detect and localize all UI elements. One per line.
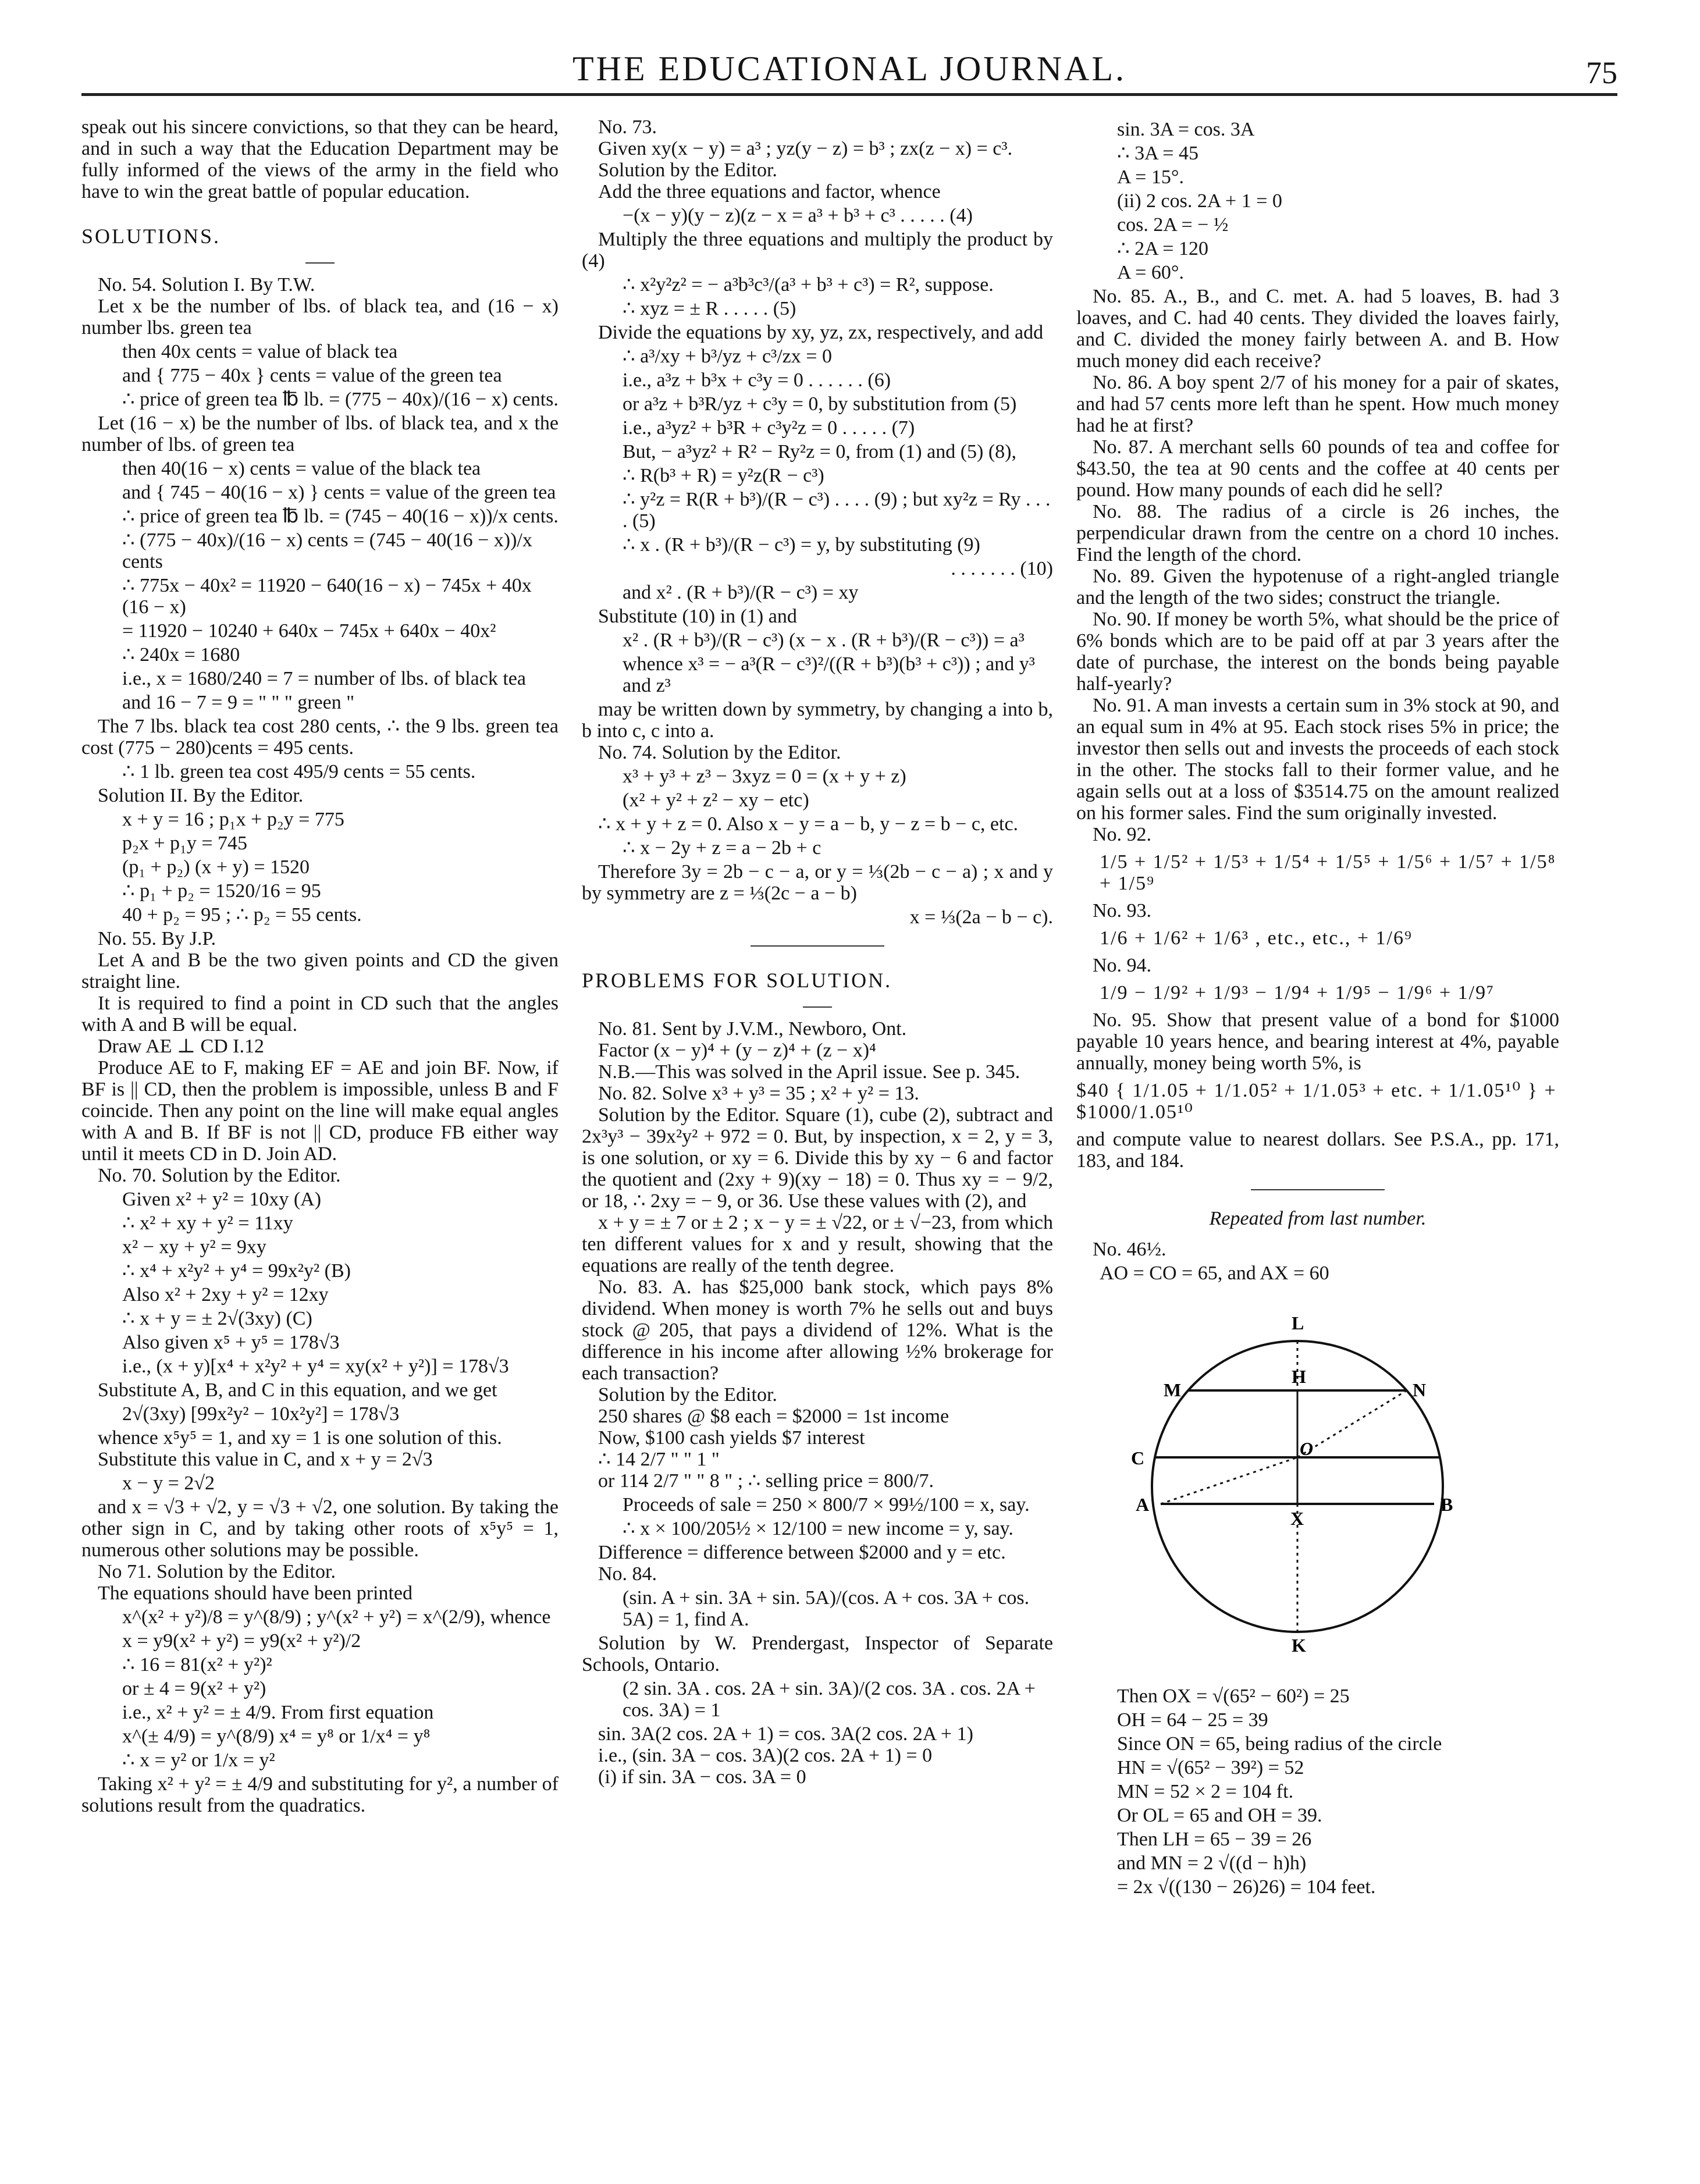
no54-line: then 40(16 − x) cents = value of the black tea <box>122 458 481 479</box>
no46-equation: MN = 52 × 2 = 104 ft. <box>1117 1781 1294 1802</box>
no74-title: No. 74. Solution by the Editor. <box>598 742 841 763</box>
no46-equation: Or OL = 65 and OH = 39. <box>1117 1805 1322 1826</box>
intro-text: speak out his sincere convictions, so that they can be heard, and in such a way that the Education Department may be fully informed of the views of the army in the field who have to win the great battle of popular education. <box>81 116 559 202</box>
no73-equation: ∴ R(b³ + R) = y²z(R − c³) <box>623 465 824 486</box>
no73-equation: x² . (R + b³)/(R − c³) (x − x . (R + b³)/(R − c³)) = a³ <box>623 629 1025 651</box>
no54-text: Let (16 − x) be the number of lbs. of black tea, and x the number of lbs. of green tea <box>81 412 559 456</box>
no73-equation: or a³z + b³R/yz + c³y = 0, by substitution from (5) <box>623 393 1017 415</box>
no70-equation: ∴ x⁴ + x²y² + y⁴ = 99x²y² (B) <box>122 1260 351 1282</box>
no71-equation: i.e., x² + y² = ± 4/9. From first equation <box>122 1702 434 1723</box>
no54-equation: ∴ 1 lb. green tea cost 495/9 cents = 55 cents. <box>122 761 476 782</box>
no73-equation: i.e., a³yz² + b³R + c³y²z = 0 . . . . . (7) <box>623 417 915 439</box>
no55-text: Produce AE to F, making EF = AE and join BF. Now, if BF is || CD, then the problem is impossible, unless B and F coincide. Then any point on the line will make equal angles with A and B. If BF is not || CD, produce FB either way until it meets CD in D. Join AD. <box>81 1057 559 1165</box>
problems-heading: PROBLEMS FOR SOLUTION. <box>582 969 892 992</box>
no84-continued: ∴ 3A = 45 <box>1117 143 1198 164</box>
column-2 <box>582 116 1053 1788</box>
no46-equation: Then LH = 65 − 39 = 26 <box>1117 1829 1312 1850</box>
no54-equation: ∴ 775x − 40x² = 11920 − 640(16 − x) − 745x + 40x (16 − x) <box>122 575 532 618</box>
section-divider <box>1251 1189 1385 1190</box>
no55-line: Draw AE ⊥ CD I.12 <box>98 1036 264 1057</box>
no70-equation: Given x² + y² = 10xy (A) <box>122 1189 322 1210</box>
no46-equation: Then OX = √(65² − 60²) = 25 <box>1117 1685 1350 1707</box>
no73-line: Solution by the Editor. <box>598 159 777 181</box>
no54-equation: ∴ price of green tea ℔ lb. = (745 − 40(16 − x))/x cents. <box>122 506 559 527</box>
no74-text: ∴ x + y + z = 0. Also x − y = a − b, y − z = b − c, etc. <box>598 813 1019 835</box>
no70-equation: x² − xy + y² = 9xy <box>122 1236 266 1258</box>
no83-line: Difference = difference between $2000 and y = etc. <box>598 1542 1006 1563</box>
no81-line: Factor (x − y)⁴ + (y − z)⁴ + (z − x)⁴ <box>598 1040 876 1061</box>
no54-equation: (p₁ + p₂) (x + y) = 1520 <box>122 856 310 878</box>
no71-title: No 71. Solution by the Editor. <box>98 1561 336 1582</box>
no83-line: 250 shares @ $8 each = $2000 = 1st income <box>598 1406 949 1427</box>
no54-line: and { 745 − 40(16 − x) } cents = value of the green tea <box>122 482 556 503</box>
no73-equation: ∴ x . (R + b³)/(R − c³) = y, by substituting (9) <box>623 534 980 556</box>
no73-text: Divide the equations by xy, yz, zx, respectively, and add <box>598 322 1044 343</box>
divider <box>305 262 335 264</box>
no73-text: may be written down by symmetry, by changing a into b, b into c, c into a. <box>582 699 1053 742</box>
no91-text: No. 91. A man invests a certain sum in 3% stock at 90, and an equal sum in 4% at 95. Each stock rises 5% in price; the investor then sells out and invests the proceeds of each stock in the other. The stocks fall to their former value, and he again sells out at a loss of $3514.75 on the amount realized on his former sales. Find the sum originally invested. <box>1076 695 1559 824</box>
no71-text: The equations should have been printed <box>98 1582 413 1604</box>
no54-text: Let x be the number of lbs. of black tea, and (16 − x) number lbs. green tea <box>81 296 559 339</box>
no82-text: x + y = ± 7 or ± 2 ; x − y = ± √22, or ± √−23, from which ten different values for x and y result, showing that the equations are really of the tenth degree. <box>582 1212 1053 1276</box>
no54-equation: and 16 − 7 = 9 = " " " green " <box>122 692 355 713</box>
no74-text: Therefore 3y = 2b − c − a, or y = ⅓(2b − c − a) ; x and y by symmetry are z = ⅓(2c − a − b) <box>582 861 1053 904</box>
no83-line: Solution by the Editor. <box>598 1384 777 1406</box>
no81-title: No. 81. Sent by J.V.M., Newboro, Ont. <box>598 1018 907 1040</box>
no46-equation: = 2x √((130 − 26)26) = 104 feet. <box>1117 1876 1376 1898</box>
no93-series: 1/6 + 1/6² + 1/6³ , etc., etc., + 1/6⁹ <box>1100 927 1413 949</box>
no46-equation: and MN = 2 √((d − h)h) <box>1117 1852 1307 1874</box>
segment-on <box>1297 1390 1407 1457</box>
no84-text: Solution by W. Prendergast, Inspector of Separate Schools, Ontario. <box>582 1632 1053 1676</box>
column-1 <box>81 116 559 1816</box>
no74-equation: (x² + y² + z² − xy − etc) <box>623 789 809 811</box>
no84-continued: sin. 3A = cos. 3A <box>1117 119 1255 140</box>
no84-equation: i.e., (sin. 3A − cos. 3A)(2 cos. 2A + 1) = 0 <box>598 1745 933 1766</box>
no73-equation: and x² . (R + b³)/(R − c³) = xy <box>623 582 859 603</box>
no84-title: No. 84. <box>598 1563 657 1585</box>
no73-equation: i.e., a³z + b³x + c³y = 0 . . . . . . (6) <box>623 369 891 391</box>
no55-text: It is required to find a point in CD such that the angles with A and B will be equal. <box>81 993 559 1036</box>
no92-series: 1/5 + 1/5² + 1/5³ + 1/5⁴ + 1/5⁵ + 1/5⁶ + 1/5⁷ + 1/5⁸ + 1/5⁹ <box>1100 851 1556 894</box>
no70-title: No. 70. Solution by the Editor. <box>98 1165 341 1186</box>
label-c: C <box>1131 1447 1145 1468</box>
no84-equation: (2 sin. 3A . cos. 2A + sin. 3A)/(2 cos. 3A . cos. 2A + cos. 3A) = 1 <box>623 1678 1036 1721</box>
no71-equation: x = y9(x² + y²) = y9(x² + y²)/2 <box>122 1630 361 1652</box>
no73-line: Substitute (10) in (1) and <box>598 606 797 627</box>
no89-text: No. 89. Given the hypotenuse of a right-angled triangle and the length of the two sides; construct the triangle. <box>1076 565 1559 609</box>
column-3 <box>1076 116 1559 1900</box>
no86-text: No. 86. A boy spent 2/7 of his money for a pair of skates, and had 57 cents more left than he spent. How much money had he at first? <box>1076 372 1559 436</box>
no70-text: Substitute A, B, and C in this equation, and we get <box>98 1379 497 1401</box>
no73-equation-ref: . . . . . . . (10) <box>951 558 1053 579</box>
no93-title: No. 93. <box>1093 900 1152 922</box>
solutions-heading: SOLUTIONS. <box>81 225 221 248</box>
no82-text: Solution by the Editor. Square (1), cube (2), subtract and 2x³y³ − 39x²y² + 972 = 0. But, by inspection, x = 2, y = 3, is one solution, or xy = 6. Divide this by xy − 6 and factor the quotient and (2xy + 9)(xy − 18) = 0. Thus xy = − 9/2, or 18, ∴ 2xy = − 9, or 36. Use these values with (2), and <box>582 1104 1053 1212</box>
no71-equation: ∴ x = y² or 1/x = y² <box>122 1749 275 1771</box>
no84-equation: sin. 3A(2 cos. 2A + 1) = cos. 3A(2 cos. 2A + 1) <box>598 1723 973 1745</box>
no54-equation: ∴ (775 − 40x)/(16 − x) cents = (745 − 40(16 − x))/x cents <box>122 529 532 572</box>
no94-series: 1/9 − 1/9² + 1/9³ − 1/9⁴ + 1/9⁵ − 1/9⁶ + 1/9⁷ <box>1100 982 1495 1004</box>
no81-text: N.B.—This was solved in the April issue. See p. 345. <box>598 1061 1020 1083</box>
no46-title: No. 46½. <box>1093 1239 1166 1260</box>
no73-equation: −(x − y)(y − z)(z − x = a³ + b³ + c³ . . . . . (4) <box>623 205 973 226</box>
no73-text: Multiply the three equations and multiply the product by (4) <box>582 229 1053 272</box>
label-a: A <box>1136 1494 1150 1515</box>
no88-text: No. 88. The radius of a circle is 26 inches, the perpendicular drawn from the centre on a chord 10 inches. Find the length of the chord. <box>1076 501 1559 565</box>
no83-line: ∴ 14 2/7 " " 1 " <box>598 1449 720 1470</box>
no73-equation: ∴ xyz = ± R . . . . . (5) <box>623 298 796 319</box>
no70-text: and x = √3 + √2, y = √3 + √2, one solution. By taking the other sign in C, and by taking other roots of x⁵y⁵ = 1, numerous other solutions may be possible. <box>81 1496 559 1561</box>
no73-line: Add the three equations and factor, whence <box>598 181 941 202</box>
no84-continued: ∴ 2A = 120 <box>1117 238 1208 259</box>
label-b: B <box>1441 1494 1453 1515</box>
no84-continued: A = 15°. <box>1117 166 1184 188</box>
no46-equation: HN = √(65² − 39²) = 52 <box>1117 1757 1304 1778</box>
no74-equation: x = ⅓(2a − b − c). <box>909 906 1053 928</box>
no70-equation: Also given x⁵ + y⁵ = 178√3 <box>122 1332 340 1353</box>
no54-text: The 7 lbs. black tea cost 280 cents, ∴ the 9 lbs. green tea cost (775 − 280)cents = 495 cents. <box>81 716 559 759</box>
no70-equation: ∴ x² + xy + y² = 11xy <box>122 1212 293 1234</box>
no46-given: AO = CO = 65, and AX = 60 <box>1100 1262 1329 1284</box>
label-n: N <box>1413 1379 1427 1400</box>
no54-equation: p₂x + p₁y = 745 <box>122 833 248 854</box>
page-number: 75 <box>1586 55 1617 90</box>
no70-equation: Also x² + 2xy + y² = 12xy <box>122 1284 329 1306</box>
no92-title: No. 92. <box>1093 824 1152 845</box>
no55-title: No. 55. By J.P. <box>98 928 216 949</box>
no54-equation: ∴ price of green tea ℔ lb. = (775 − 40x)/(16 − x) cents. <box>122 389 559 410</box>
no71-equation: or ± 4 = 9(x² + y²) <box>122 1678 266 1699</box>
no55-text: Let A and B be the two given points and CD the given straight line. <box>81 949 559 993</box>
no71-equation: x^(± 4/9) = y^(8/9) x⁴ = y⁸ or 1/x⁴ = y⁸ <box>122 1726 431 1747</box>
no54-solution-2: Solution II. By the Editor. <box>98 785 304 806</box>
no74-equation: x³ + y³ + z³ − 3xyz = 0 = (x + y + z) <box>623 766 906 787</box>
no85-text: No. 85. A., B., and C. met. A. had 5 loaves, B. had 3 loaves, and C. had 40 cents. They divided the loaves fairly, and C. divided the money fairly between A. and B. How much money did each receive? <box>1076 286 1559 372</box>
no70-text: whence x⁵y⁵ = 1, and xy = 1 is one solution of this. <box>98 1427 502 1449</box>
no84-continued: cos. 2A = − ½ <box>1117 214 1229 236</box>
no54-equation: 40 + p₂ = 95 ; ∴ p₂ = 55 cents. <box>122 904 362 926</box>
no73-equation: ∴ y²z = R(R + b³)/(R − c³) . . . . (9) ; but xy²z = Ry . . . . (5) <box>623 489 1051 532</box>
no84-continued: (ii) 2 cos. 2A + 1 = 0 <box>1117 190 1282 212</box>
no83-text: No. 83. A. has $25,000 bank stock, which pays 8% dividend. When money is worth 7% he sells out and buys stock @ 205, that pays a dividend of 12%. What is the difference in his income after allowing ½% brokerage for each transaction? <box>582 1276 1053 1384</box>
no95-equation: $40 { 1/1.05 + 1/1.05² + 1/1.05³ + etc. + 1/1.05¹⁰ } + $1000/1.05¹⁰ <box>1076 1080 1557 1123</box>
no84-continued: A = 60°. <box>1117 262 1184 283</box>
no84-equation: (i) if sin. 3A − cos. 3A = 0 <box>598 1766 806 1788</box>
no87-text: No. 87. A merchant sells 60 pounds of tea and coffee for $43.50, the tea at 90 cents and the coffee at 40 cents per pound. How many pounds of each did he sell? <box>1076 436 1559 501</box>
no46-equation: Since ON = 65, being radius of the circle <box>1117 1733 1442 1755</box>
no46-equation: OH = 64 − 25 = 39 <box>1117 1709 1268 1731</box>
no73-equation: ∴ x²y²z² = − a³b³c³/(a³ + b³ + c³) = R², suppose. <box>623 274 994 296</box>
no95-text: No. 95. Show that present value of a bond for $1000 payable 10 years hence, and bearing interest at 4%, payable annually, money being worth 5%, is <box>1076 1009 1559 1074</box>
label-x: X <box>1290 1508 1304 1529</box>
label-m: M <box>1164 1379 1182 1400</box>
no82-title: No. 82. Solve x³ + y³ = 35 ; x² + y² = 13. <box>598 1083 919 1104</box>
no94-title: No. 94. <box>1093 955 1152 976</box>
segment-ao <box>1161 1457 1297 1504</box>
no54-line: then 40x cents = value of black tea <box>122 341 398 362</box>
label-o: O <box>1300 1438 1314 1459</box>
no95-text: and compute value to nearest dollars. See P.S.A., pp. 171, 183, and 184. <box>1076 1129 1559 1172</box>
no73-equation: whence x³ = − a³(R − c³)²/((R + b³)(b³ + c³)) ; and y³ and z³ <box>623 653 1035 696</box>
no54-equation: x + y = 16 ; p₁x + p₂y = 775 <box>122 809 344 830</box>
no83-equation: Proceeds of sale = 250 × 800/7 × 99½/100 = x, say. <box>623 1494 1030 1516</box>
repeated-heading: Repeated from last number. <box>1209 1208 1427 1229</box>
no70-equation: x − y = 2√2 <box>122 1472 215 1494</box>
divider <box>803 1006 832 1008</box>
no74-equation: ∴ x − 2y + z = a − 2b + c <box>623 837 821 859</box>
journal-title: THE EDUCATIONAL JOURNAL. <box>572 49 1127 88</box>
no54-title: No. 54. Solution I. By T.W. <box>98 274 315 296</box>
no73-equation: Given xy(x − y) = a³ ; yz(y − z) = b³ ; zx(z − x) = c³. <box>598 138 1013 159</box>
no73-equation: But, − a³yz² + R² − Ry²z = 0, from (1) and (5) (8), <box>623 441 1016 463</box>
label-l: L <box>1292 1312 1304 1333</box>
no83-line: or 114 2/7 " " 8 " ; ∴ selling price = 800/7. <box>598 1470 934 1492</box>
no54-equation: i.e., x = 1680/240 = 7 = number of lbs. of black tea <box>122 668 526 689</box>
label-h: H <box>1292 1366 1306 1387</box>
circle-diagram <box>1088 1294 1495 1678</box>
header-rule <box>81 93 1617 96</box>
no71-text: Taking x² + y² = ± 4/9 and substituting for y², a number of solutions result from the quadratics. <box>81 1773 559 1816</box>
no73-equation: ∴ a³/xy + b³/yz + c³/zx = 0 <box>623 346 832 367</box>
no70-equation: i.e., (x + y)[x⁴ + x²y² + y⁴ = xy(x² + y²)] = 178√3 <box>122 1356 509 1377</box>
no70-equation: 2√(3xy) [99x²y² − 10x²y²] = 178√3 <box>122 1403 400 1425</box>
label-k: K <box>1292 1635 1306 1656</box>
section-divider <box>751 945 884 947</box>
no73-title: No. 73. <box>598 116 657 138</box>
no70-equation: ∴ x + y = ± 2√(3xy) (C) <box>122 1308 312 1329</box>
no71-equation: x^(x² + y²)/8 = y^(8/9) ; y^(x² + y²) = x^(2/9), whence <box>122 1606 551 1628</box>
no54-line: and { 775 − 40x } cents = value of the green tea <box>122 365 502 386</box>
no83-line: Now, $100 cash yields $7 interest <box>598 1427 865 1449</box>
no54-equation: ∴ 240x = 1680 <box>122 644 240 666</box>
no54-equation: ∴ p₁ + p₂ = 1520/16 = 95 <box>122 880 321 902</box>
no54-equation: = 11920 − 10240 + 640x − 745x + 640x − 40x² <box>122 620 496 642</box>
no71-equation: ∴ 16 = 81(x² + y²)² <box>122 1654 272 1676</box>
no83-equation: ∴ x × 100/205½ × 12/100 = new income = y, say. <box>623 1518 1013 1539</box>
no84-equation: (sin. A + sin. 3A + sin. 5A)/(cos. A + cos. 3A + cos. 5A) = 1, find A. <box>623 1587 1030 1630</box>
no70-text: Substitute this value in C, and x + y = 2√3 <box>98 1449 433 1470</box>
no90-text: No. 90. If money be worth 5%, what should be the price of 6% bonds which are to be paid off at par 3 years after the date of purchase, the interest on the bonds being payable half-yearly? <box>1076 609 1559 695</box>
